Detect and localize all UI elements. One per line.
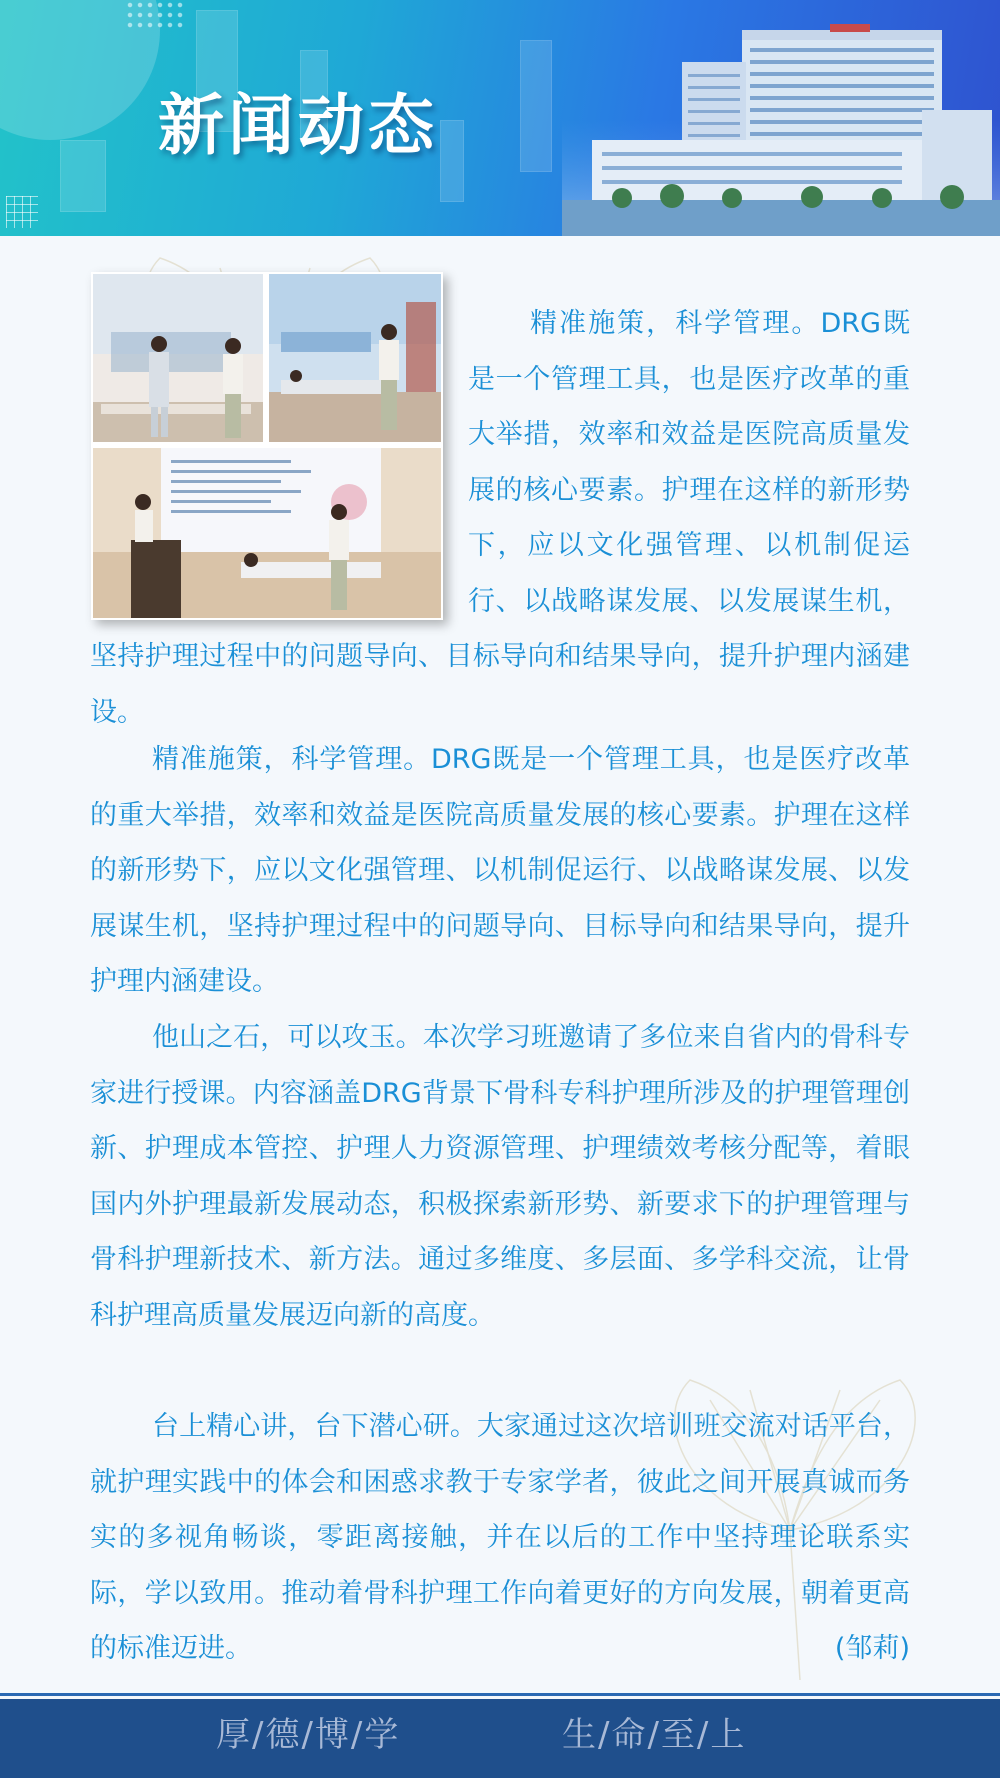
author-credit: (邹莉)	[834, 1633, 910, 1664]
decorative-dots	[125, 0, 185, 30]
footer-bar	[0, 1699, 1000, 1778]
header-banner	[0, 0, 1000, 236]
page-title: 新闻动态	[158, 86, 438, 164]
decorative-cube	[520, 40, 552, 172]
decorative-cube	[60, 140, 106, 212]
hospital-building-image	[562, 0, 1000, 236]
decorative-cube	[440, 120, 464, 202]
article-paragraph-4	[90, 1399, 910, 1677]
motto-right: 生/命/至/上	[562, 1715, 747, 1755]
article-paragraph-3: 他山之石，可以攻玉。本次学习班邀请了多位来自省内的骨科专家进行授课。内容涵盖DRG背景下骨科专科护理所涉及的护理管理创新、护理成本管控、护理人力资源管理、护理绩效考核分配等，着眼国内外护理最新发展动态，积极探索新形势、新要求下的护理管理与骨科护理新技术、新方法。通过多维度、多层面、多学科交流，让骨科护理高质量发展迈向新的高度。	[90, 1022, 910, 1331]
paragraph-4-text: 台上精心讲，台下潜心研。大家通过这次培训班交流对话平台，就护理实践中的体会和困惑求教于专家学者，彼此之间开展真诚而务实的多视角畅谈，零距离接触，并在以后的工作中坚持理论联系实际，学以致用。推动着骨科护理工作向着更好的方向发展，朝着更高的标准迈进。	[90, 1411, 910, 1664]
decorative-grid-icon	[6, 196, 38, 228]
motto-left: 厚/德/博/学	[216, 1715, 401, 1755]
article-paragraph-2: 精准施策，科学管理。DRG既是一个管理工具，也是医疗改革的重大举措，效率和效益是医院高质量发展的核心要素。护理在这样的新形势下，应以文化强管理、以机制促运行、以战略谋发展、以发展谋生机，坚持护理过程中的问题导向、目标导向和结果导向，提升护理内涵建设。	[90, 744, 910, 997]
paragraph-1-text: 精准施策，科学管理。DRG既是一个管理工具，也是医疗改革的重大举措，效率和效益是医院高质量发展的核心要素。护理在这样的新形势下，应以文化强管理、以机制促运行、以战略谋发展、以发展谋生机，坚持护理过程中的问题导向、目标导向和结果导向，提升护理内涵建设。	[90, 308, 910, 728]
photo-wrap-spacer	[90, 296, 468, 600]
footer-divider	[0, 1693, 1000, 1696]
article-paragraph-1	[90, 296, 910, 740]
